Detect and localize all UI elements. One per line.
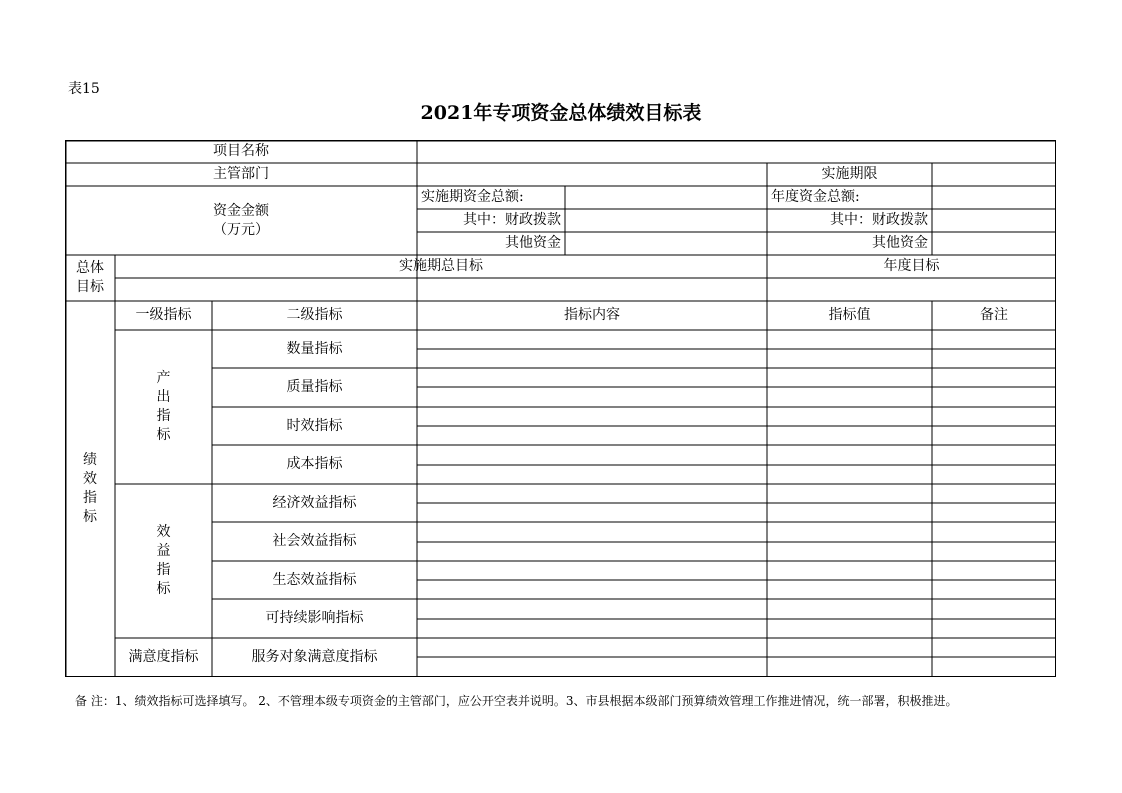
annual-fiscal-label: 其中：财政拨款 (830, 212, 928, 229)
annual-goal-header: 年度目标 (883, 258, 940, 275)
project-name-label: 项目名称 (213, 143, 269, 160)
benefit-group-text: 效益指标 (156, 524, 171, 597)
overall-goal-line1: 总体 (76, 260, 104, 276)
benefit-indicator-group (115, 484, 212, 638)
page-title: 2021年专项资金总体绩效目标表 (420, 102, 702, 124)
annual-total-label: 年度资金总额: (771, 189, 860, 206)
performance-target-table (65, 140, 1056, 677)
level2-ecological-benefit: 生态效益指标 (272, 571, 357, 588)
level2-economic-benefit: 经济效益指标 (272, 494, 357, 511)
output-indicator-group (115, 330, 212, 484)
level2-cost: 成本指标 (286, 456, 343, 473)
period-other-label: 其他资金 (505, 235, 561, 252)
overall-goal-label (65, 255, 115, 301)
overall-goal-line2: 目标 (76, 279, 104, 295)
col-value-header: 指标值 (828, 307, 871, 324)
fund-amount-text: 资金金额 (213, 202, 269, 219)
level2-quality: 质量指标 (286, 379, 343, 396)
fund-unit-text: （万元） (213, 221, 269, 238)
level2-quantity: 数量指标 (286, 340, 343, 357)
output-group-text: 产出指标 (156, 370, 171, 443)
section-label-text: 绩效指标 (83, 452, 97, 525)
period-total-label: 实施期资金总额: (421, 189, 524, 206)
period-label: 实施期限 (821, 166, 878, 183)
col-level2-header: 二级指标 (286, 307, 343, 324)
satisfaction-indicator-group: 满意度指标 (128, 649, 199, 666)
col-level1-header: 一级指标 (135, 307, 192, 324)
period-goal-header: 实施期总目标 (399, 258, 483, 275)
col-content-header: 指标内容 (564, 307, 620, 324)
col-remark-header: 备注 (980, 307, 1008, 324)
table-number-label: 表15 (68, 81, 100, 97)
level2-social-benefit: 社会效益指标 (272, 533, 357, 550)
level2-service-satisfaction: 服务对象满意度指标 (251, 649, 378, 666)
level2-timeliness: 时效指标 (286, 417, 343, 434)
department-label: 主管部门 (213, 166, 269, 183)
annual-other-label: 其他资金 (872, 235, 928, 252)
performance-indicator-section-label (65, 301, 115, 677)
footnote: 备 注：1、绩效指标可选择填写。 2、不管理本级专项资金的主管部门，应公开空表并说明。3、市县根据本级部门预算绩效管理工作推进情况，统一部署，积极推进。 (75, 694, 958, 708)
fund-amount-label (65, 186, 417, 255)
level2-sustainable-impact: 可持续影响指标 (265, 610, 364, 627)
period-fiscal-label: 其中：财政拨款 (463, 212, 561, 229)
